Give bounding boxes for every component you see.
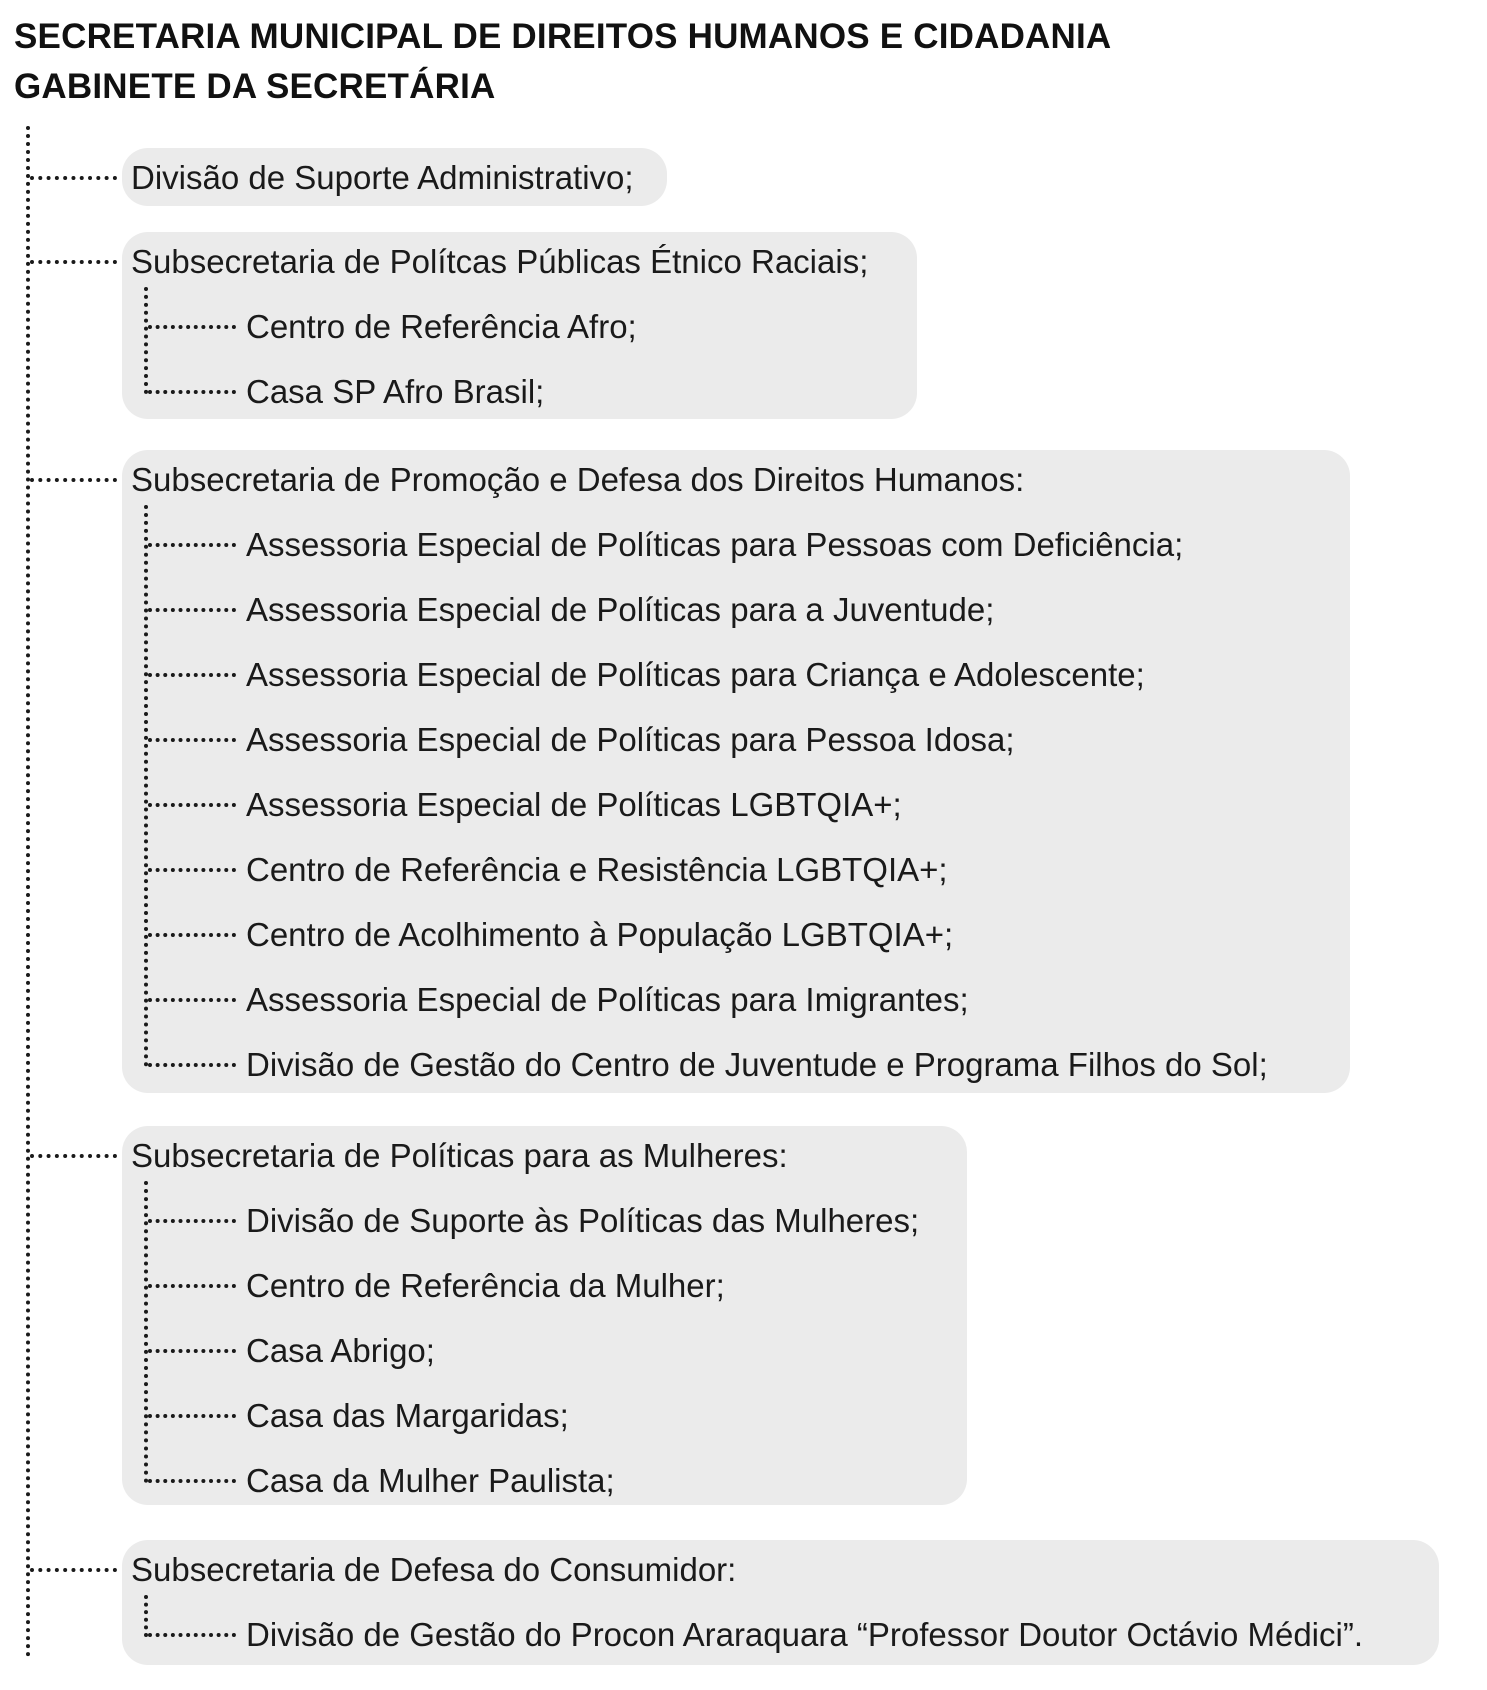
child-unit-label: Casa da Mulher Paulista; bbox=[246, 1462, 615, 1499]
child-branch-connector bbox=[148, 325, 236, 329]
child-unit-label: Centro de Referência Afro; bbox=[246, 308, 637, 345]
child-branch-connector bbox=[148, 673, 236, 677]
org-unit-label: Subsecretaria de Polítcas Públicas Étnico Raciais; bbox=[131, 243, 869, 280]
org-unit-label: Subsecretaria de Defesa do Consumidor: bbox=[131, 1551, 737, 1588]
root-branch-connector bbox=[30, 260, 117, 264]
child-branch-connector bbox=[148, 1633, 236, 1637]
child-branch-connector bbox=[148, 803, 236, 807]
child-branch-connector bbox=[148, 738, 236, 742]
sub-connector-line bbox=[144, 505, 148, 1067]
child-branch-connector bbox=[148, 868, 236, 872]
child-branch-connector bbox=[148, 390, 236, 394]
root-connector-line bbox=[26, 126, 30, 1658]
root-branch-connector bbox=[30, 176, 117, 180]
child-unit-label: Casa das Margaridas; bbox=[246, 1397, 569, 1434]
child-unit-label: Divisão de Gestão do Procon Araraquara “Professor Doutor Octávio Médici”. bbox=[246, 1616, 1364, 1653]
org-unit-label: Divisão de Suporte Administrativo; bbox=[131, 159, 634, 196]
sub-connector-line bbox=[144, 287, 148, 394]
org-chart-subtitle: GABINETE DA SECRETÁRIA bbox=[14, 67, 496, 106]
child-unit-label: Centro de Referência e Resistência LGBTQIA+; bbox=[246, 851, 948, 888]
child-branch-connector bbox=[148, 1414, 236, 1418]
org-unit-label: Subsecretaria de Promoção e Defesa dos Direitos Humanos: bbox=[131, 461, 1025, 498]
child-branch-connector bbox=[148, 998, 236, 1002]
org-unit-label: Subsecretaria de Políticas para as Mulheres: bbox=[131, 1137, 788, 1174]
child-branch-connector bbox=[148, 1063, 236, 1067]
child-unit-label: Casa Abrigo; bbox=[246, 1332, 435, 1369]
child-unit-label: Assessoria Especial de Políticas para Imigrantes; bbox=[246, 981, 969, 1018]
sub-connector-line bbox=[144, 1181, 148, 1483]
child-branch-connector bbox=[148, 1284, 236, 1288]
child-unit-label: Centro de Referência da Mulher; bbox=[246, 1267, 725, 1304]
child-branch-connector bbox=[148, 1349, 236, 1353]
org-chart-title: SECRETARIA MUNICIPAL DE DIREITOS HUMANOS E CIDADANIA bbox=[14, 17, 1112, 56]
child-unit-label: Assessoria Especial de Políticas para Pessoas com Deficiência; bbox=[246, 526, 1184, 563]
child-branch-connector bbox=[148, 543, 236, 547]
root-branch-connector bbox=[30, 1154, 117, 1158]
child-branch-connector bbox=[148, 1219, 236, 1223]
root-branch-connector bbox=[30, 1568, 117, 1572]
child-unit-label: Assessoria Especial de Políticas LGBTQIA+; bbox=[246, 786, 902, 823]
child-unit-label: Divisão de Gestão do Centro de Juventude e Programa Filhos do Sol; bbox=[246, 1046, 1268, 1083]
sub-connector-line bbox=[144, 1595, 148, 1637]
child-unit-label: Divisão de Suporte às Políticas das Mulheres; bbox=[246, 1202, 920, 1239]
root-branch-connector bbox=[30, 478, 117, 482]
org-unit-box bbox=[122, 1126, 967, 1505]
child-branch-connector bbox=[148, 1479, 236, 1483]
child-unit-label: Assessoria Especial de Políticas para Criança e Adolescente; bbox=[246, 656, 1145, 693]
child-unit-label: Casa SP Afro Brasil; bbox=[246, 373, 545, 410]
child-unit-label: Assessoria Especial de Políticas para a Juventude; bbox=[246, 591, 995, 628]
child-unit-label: Assessoria Especial de Políticas para Pessoa Idosa; bbox=[246, 721, 1015, 758]
child-unit-label: Centro de Acolhimento à População LGBTQIA+; bbox=[246, 916, 954, 953]
child-branch-connector bbox=[148, 608, 236, 612]
child-branch-connector bbox=[148, 933, 236, 937]
